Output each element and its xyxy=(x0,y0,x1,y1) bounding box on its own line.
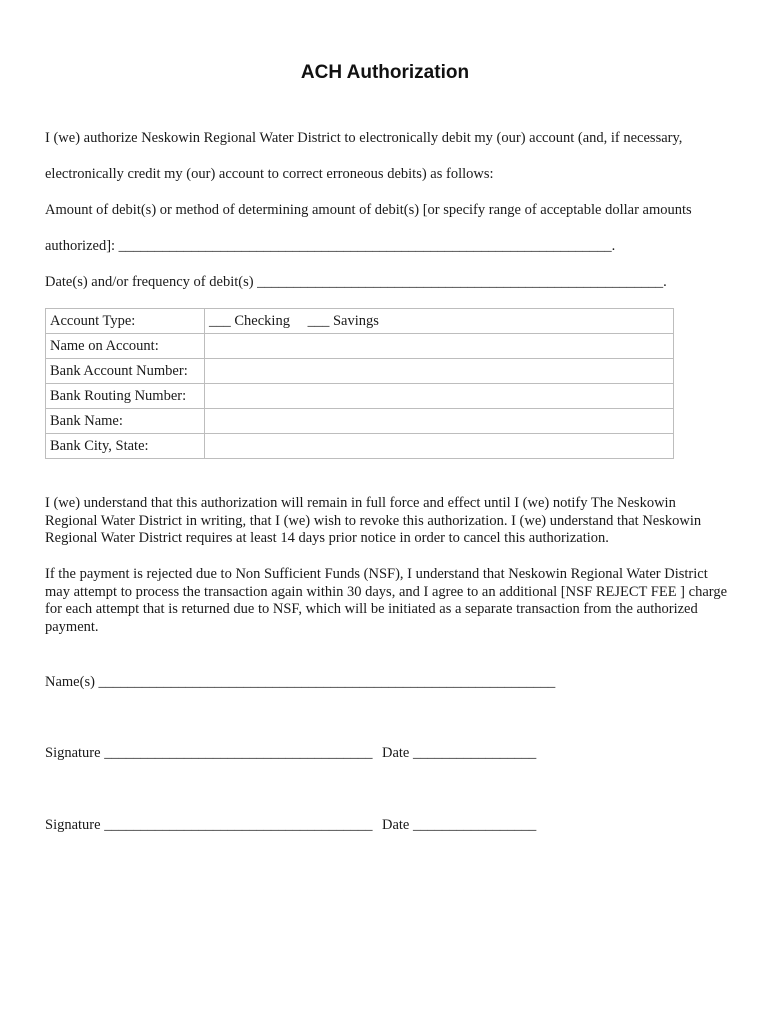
page-title: ACH Authorization xyxy=(300,62,470,83)
debit-frequency-field[interactable]: Date(s) and/or frequency of debit(s) ________________________________________________________. xyxy=(45,274,667,290)
date-field-1[interactable]: Date _________________ xyxy=(382,745,537,761)
savings-option[interactable]: ___ Savings xyxy=(307,312,379,329)
bank-account-table xyxy=(45,308,674,459)
amount-authorized-field[interactable]: authorized]: ____________________________________________________________________. xyxy=(45,238,616,254)
intro-line-2: electronically credit my (our) account to correct erroneous debits) as follows: xyxy=(45,166,494,182)
bank-city-state-label: Bank City, State: xyxy=(46,434,205,459)
bank-account-number-label: Bank Account Number: xyxy=(46,359,205,384)
bank-routing-number-label: Bank Routing Number: xyxy=(46,384,205,409)
account-type-options xyxy=(205,309,674,334)
date-field-2[interactable]: Date _________________ xyxy=(382,817,537,833)
table-row xyxy=(46,384,674,409)
amount-line: Amount of debit(s) or method of determining amount of debit(s) [or specify range of acceptable dollar amounts xyxy=(45,202,692,218)
account-type-label: Account Type: xyxy=(46,309,205,334)
bank-name-field[interactable] xyxy=(205,409,674,434)
table-row xyxy=(46,409,674,434)
names-field[interactable]: Name(s) _______________________________________________________________ xyxy=(45,674,556,690)
bank-city-state-field[interactable] xyxy=(205,434,674,459)
bank-name-label: Bank Name: xyxy=(46,409,205,434)
table-row xyxy=(46,309,674,334)
bank-routing-number-field[interactable] xyxy=(205,384,674,409)
intro-line-1: I (we) authorize Neskowin Regional Water District to electronically debit my (our) account (and, if necessary, xyxy=(45,130,683,146)
name-on-account-field[interactable] xyxy=(205,334,674,359)
checking-option[interactable]: ___ Checking xyxy=(209,312,290,329)
table-row xyxy=(46,359,674,384)
revocation-paragraph: I (we) understand that this authorization will remain in full force and effect until I (we) notify The Neskowin Regional Water District in writing, that I (we) wish to revoke this authorization. I (we) understand that Neskowin Regional Water District requires at least 14 days prior notice in order to cancel this authorization. xyxy=(45,495,702,547)
table-row xyxy=(46,334,674,359)
nsf-paragraph: If the payment is rejected due to Non Sufficient Funds (NSF), I understand that Neskowin Regional Water District may attempt to process the transaction again within 30 days, and I agree to an additional [NSF REJECT FEE ] charge for each attempt that is returned due to NSF, which will be initiated as a separate transaction from the authorized payment. xyxy=(45,566,728,636)
table-row xyxy=(46,434,674,459)
signature-field-1[interactable]: Signature _____________________________________ xyxy=(45,745,373,761)
signature-field-2[interactable]: Signature _____________________________________ xyxy=(45,817,373,833)
bank-account-number-field[interactable] xyxy=(205,359,674,384)
name-on-account-label: Name on Account: xyxy=(46,334,205,359)
